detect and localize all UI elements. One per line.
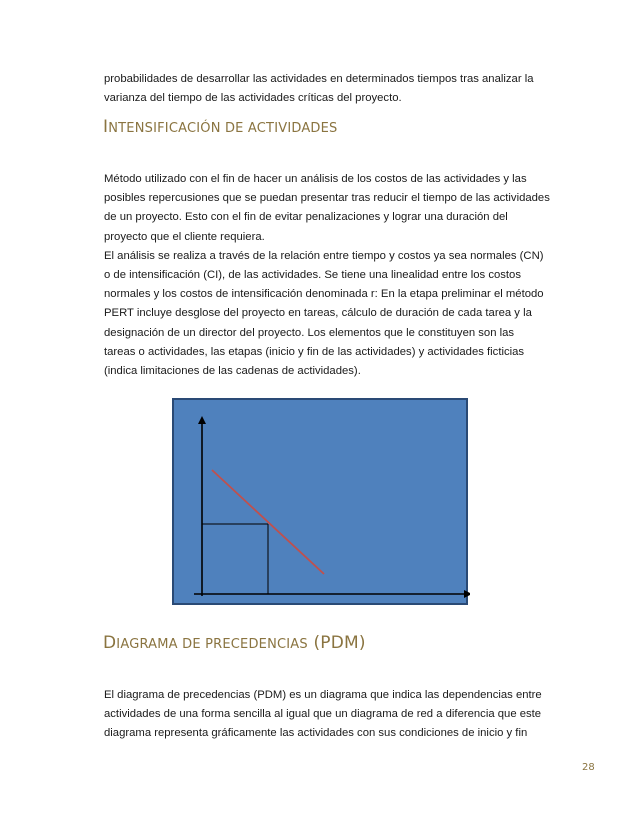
text-line: (indica limitaciones de las cadenas de actividades).: [104, 365, 361, 378]
paragraph-pdm: [104, 686, 601, 744]
heading-diagrama-precedencias: [103, 633, 366, 653]
heading-rest: IAGRAMA DE PRECEDENCIAS: [116, 637, 308, 652]
cost-time-figure: [172, 398, 468, 605]
text-line: El diagrama de precedencias (PDM) es un diagrama que indica las dependencias entre: [104, 689, 542, 701]
text-line: designación de un director del proyecto. Los elementos que le constituyen son las: [104, 326, 515, 339]
text-line: tareas o actividades, las etapas (inicio y fin de las actividades) y actividades ficticias: [104, 345, 525, 358]
text-line: PERT incluye desglose del proyecto en tareas, cálculo de duración de cada tarea y la: [104, 307, 532, 320]
heading-suffix: (PDM): [307, 633, 366, 653]
text-line: actividades de una forma sencilla al igual que un diagrama de red a diferencia que este: [104, 708, 542, 721]
cost-time-graph: [174, 400, 470, 607]
heading-intensificacion: [103, 117, 338, 137]
heading-rest: NTENSIFICACIÓN DE ACTIVIDADES: [108, 121, 338, 136]
text-line: varianza del tiempo de las actividades críticas del proyecto.: [104, 92, 402, 105]
text-line: de un proyecto. Esto con el fin de evitar penalizaciones y lograr una duración del: [104, 211, 508, 224]
text-line: El análisis se realiza a través de la relación entre tiempo y costos ya sea normales (CN): [104, 249, 544, 262]
page-number: 28: [582, 762, 595, 773]
text-line: probabilidades de desarrollar las actividades en determinados tiempos tras analizar la: [104, 73, 534, 85]
text-line: diagrama representa gráficamente las actividades con sus condiciones de inicio y fin: [104, 727, 528, 740]
heading-initial: I: [103, 117, 109, 137]
text-line: o de intensificación (CI), de las actividades. Se tiene una linealidad entre los costos: [104, 269, 521, 282]
text-line: proyecto que el cliente requiera.: [104, 230, 265, 243]
paragraph-metodo: [104, 170, 601, 381]
text-line: Método utilizado con el fin de hacer un análisis de los costos de las actividades y las: [104, 173, 527, 185]
text-line: posibles repercusiones que se puedan presentar tras reducir el tiempo de las actividades: [104, 192, 550, 205]
paragraph-varianza: [104, 70, 601, 108]
text-line: normales y los costos de intensificación denominada r: En la etapa preliminar el método: [104, 288, 544, 301]
heading-initial: D: [103, 633, 117, 653]
